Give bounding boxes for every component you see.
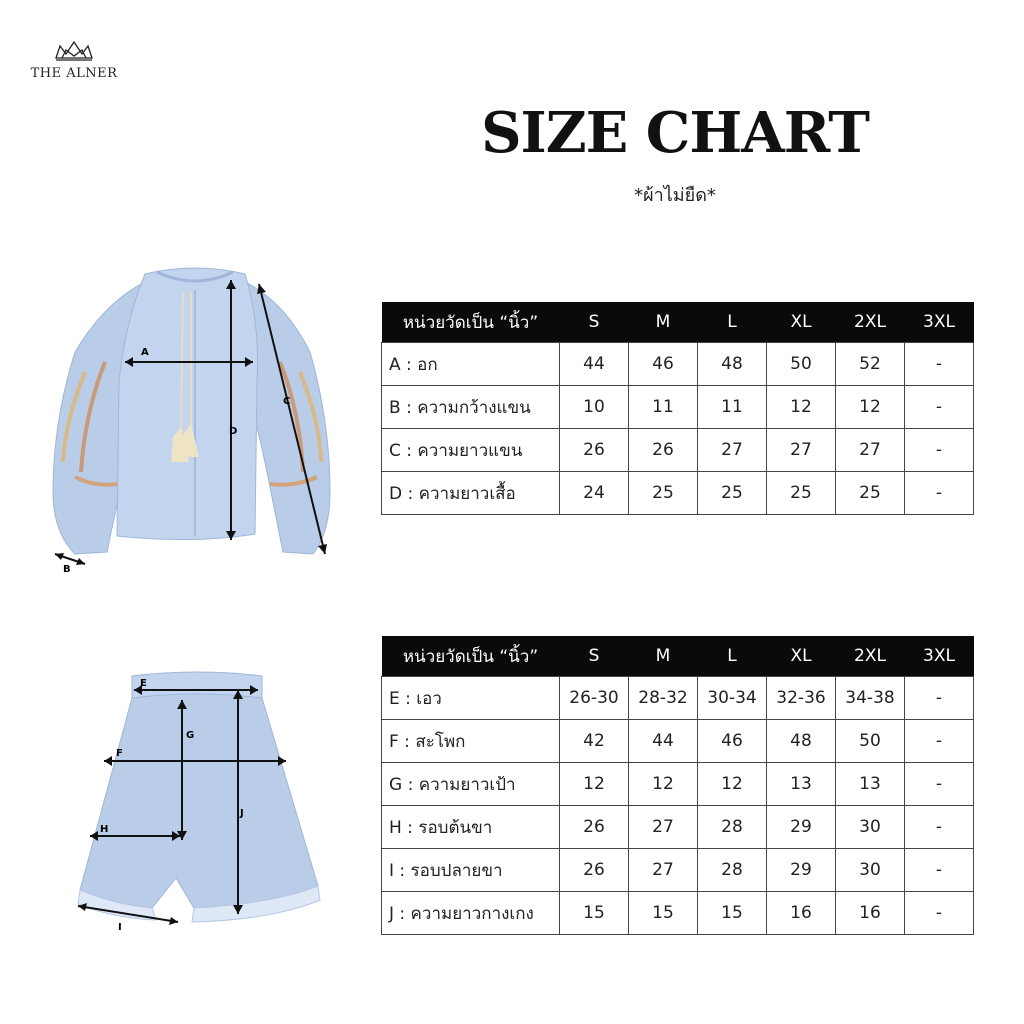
size-header: M	[629, 302, 698, 343]
label-i: I	[118, 922, 122, 933]
cell-value: 15	[560, 892, 629, 935]
row-label: C : ความยาวแขน	[382, 429, 560, 472]
label-d: D	[229, 426, 238, 437]
cell-value: 16	[767, 892, 836, 935]
cell-value: 30	[836, 806, 905, 849]
crown-icon	[52, 40, 96, 62]
row-label: J : ความยาวกางเกง	[382, 892, 560, 935]
cell-value: 28	[698, 806, 767, 849]
size-header: XL	[767, 636, 836, 677]
page-title: SIZE CHART	[481, 100, 869, 166]
row-label: E : เอว	[382, 677, 560, 720]
cell-value: 26	[560, 849, 629, 892]
brand-logo	[28, 40, 120, 81]
cell-value: 44	[560, 343, 629, 386]
size-header: S	[560, 636, 629, 677]
cell-value: 13	[767, 763, 836, 806]
cell-value: 12	[629, 763, 698, 806]
cell-value: 48	[767, 720, 836, 763]
cell-value: 32-36	[767, 677, 836, 720]
label-h: H	[100, 824, 109, 835]
table-row	[382, 429, 974, 472]
size-header: 3XL	[905, 302, 974, 343]
cell-value: 27	[836, 429, 905, 472]
cell-value: 26	[629, 429, 698, 472]
row-label: F : สะโพก	[382, 720, 560, 763]
cell-value: 46	[698, 720, 767, 763]
table-row	[382, 472, 974, 515]
cell-value: 30-34	[698, 677, 767, 720]
row-label: I : รอบปลายขา	[382, 849, 560, 892]
blouse-illustration	[45, 262, 345, 582]
table-row	[382, 849, 974, 892]
cell-value: 26	[560, 429, 629, 472]
size-header: M	[629, 636, 698, 677]
row-label: D : ความยาวเสื้อ	[382, 472, 560, 515]
table-header-row	[382, 636, 974, 677]
cell-value: 28-32	[629, 677, 698, 720]
size-header: S	[560, 302, 629, 343]
cell-value: 44	[629, 720, 698, 763]
row-label: G : ความยาวเป้า	[382, 763, 560, 806]
cell-value: 28	[698, 849, 767, 892]
shorts-body	[80, 694, 318, 908]
cell-value: 27	[629, 849, 698, 892]
table-header-row	[382, 302, 974, 343]
cell-value: 15	[698, 892, 767, 935]
cell-value: 27	[629, 806, 698, 849]
page-subtitle: *ผ้าไม่ยืด*	[634, 185, 716, 206]
cell-value: -	[905, 677, 974, 720]
cell-value: 24	[560, 472, 629, 515]
unit-header: หน่วยวัดเป็น “นิ้ว”	[382, 636, 560, 677]
label-j: J	[240, 808, 244, 819]
cell-value: -	[905, 472, 974, 515]
cell-value: 34-38	[836, 677, 905, 720]
cell-value: 50	[836, 720, 905, 763]
cell-value: 11	[698, 386, 767, 429]
shorts-illustration	[72, 668, 332, 938]
bottom-size-table	[381, 636, 974, 935]
label-e: E	[140, 678, 147, 689]
size-header: 3XL	[905, 636, 974, 677]
cell-value: -	[905, 763, 974, 806]
cell-value: 50	[767, 343, 836, 386]
table-row	[382, 806, 974, 849]
unit-header: หน่วยวัดเป็น “นิ้ว”	[382, 302, 560, 343]
table-row	[382, 892, 974, 935]
size-header: 2XL	[836, 302, 905, 343]
blouse-body	[117, 268, 258, 540]
table-row	[382, 720, 974, 763]
cell-value: 30	[836, 849, 905, 892]
brand-name: THE ALNER	[30, 66, 118, 81]
cell-value: 11	[629, 386, 698, 429]
cell-value: -	[905, 429, 974, 472]
cell-value: 29	[767, 806, 836, 849]
label-b: B	[63, 564, 71, 575]
cell-value: 52	[836, 343, 905, 386]
cell-value: 12	[767, 386, 836, 429]
table-row	[382, 343, 974, 386]
cell-value: 27	[767, 429, 836, 472]
cell-value: 27	[698, 429, 767, 472]
size-header: L	[698, 636, 767, 677]
size-header: 2XL	[836, 636, 905, 677]
cell-value: 42	[560, 720, 629, 763]
cell-value: 29	[767, 849, 836, 892]
table-row	[382, 763, 974, 806]
label-c: C	[283, 396, 291, 407]
cell-value: 10	[560, 386, 629, 429]
table-row	[382, 386, 974, 429]
cell-value: -	[905, 386, 974, 429]
size-header: L	[698, 302, 767, 343]
cell-value: 46	[629, 343, 698, 386]
cell-value: 12	[698, 763, 767, 806]
cell-value: 16	[836, 892, 905, 935]
size-header: XL	[767, 302, 836, 343]
row-label: A : อก	[382, 343, 560, 386]
cell-value: 26-30	[560, 677, 629, 720]
cell-value: 25	[836, 472, 905, 515]
cell-value: 12	[560, 763, 629, 806]
cell-value: 26	[560, 806, 629, 849]
top-size-table	[381, 302, 974, 515]
cell-value: 25	[629, 472, 698, 515]
cell-value: 25	[767, 472, 836, 515]
cell-value: -	[905, 806, 974, 849]
cell-value: 12	[836, 386, 905, 429]
cell-value: -	[905, 849, 974, 892]
table-row	[382, 677, 974, 720]
row-label: B : ความกว้างแขน	[382, 386, 560, 429]
cell-value: 13	[836, 763, 905, 806]
cell-value: -	[905, 343, 974, 386]
cell-value: -	[905, 892, 974, 935]
label-g: G	[186, 730, 195, 741]
cell-value: 48	[698, 343, 767, 386]
label-a: A	[141, 347, 149, 358]
cell-value: 25	[698, 472, 767, 515]
cell-value: 15	[629, 892, 698, 935]
label-f: F	[116, 748, 123, 759]
cell-value: -	[905, 720, 974, 763]
row-label: H : รอบต้นขา	[382, 806, 560, 849]
